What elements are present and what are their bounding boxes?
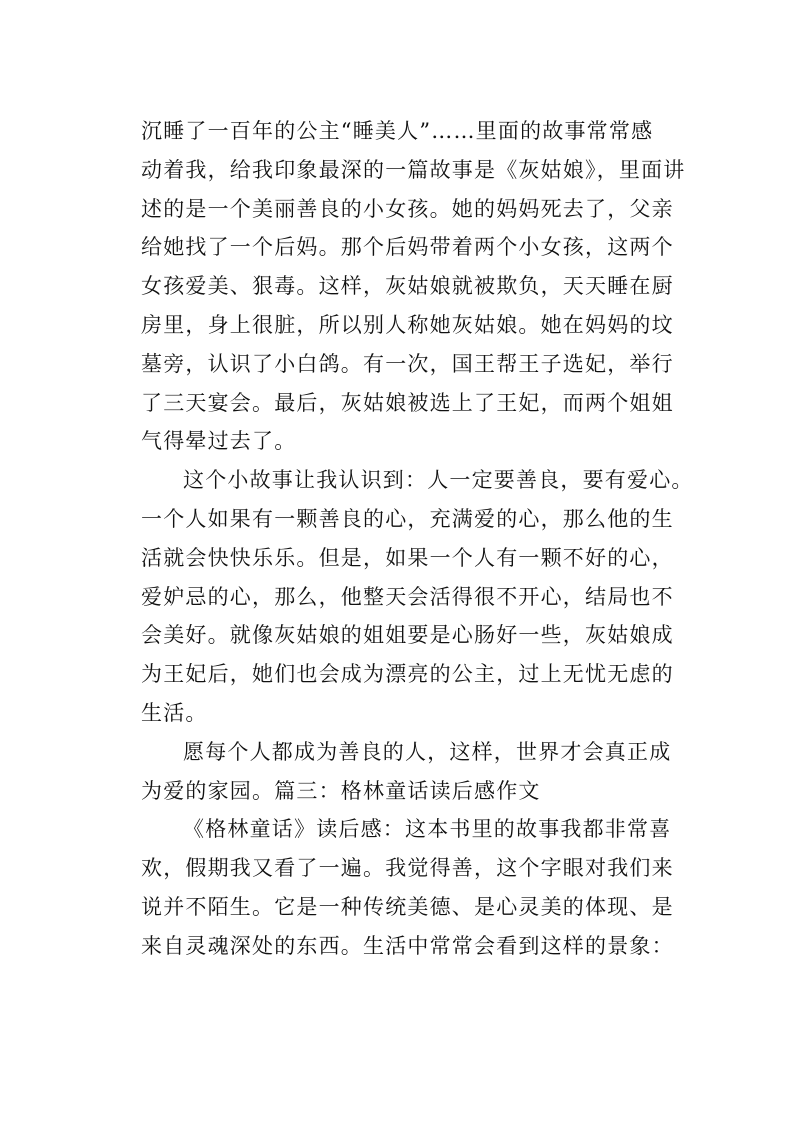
text-line: 这个小故事让我认识到：人一定要善良，要有爱心。 — [183, 468, 694, 493]
text-line: 一个人如果有一颗善良的心，充满爱的心，那么他的生 — [141, 506, 674, 531]
text-line: 给她找了一个后妈。那个后妈带着两个小女孩，这两个 — [141, 235, 674, 260]
text-line: 说并不陌生。它是一种传统美德、是心灵美的体现、是 — [141, 894, 674, 919]
text-line: 生活。 — [141, 700, 208, 725]
body-text — [141, 112, 694, 966]
text-line: 愿每个人都成为善良的人，这样，世界才会真正成 — [183, 739, 672, 764]
text-line: 气得晕过去了。 — [141, 429, 297, 454]
text-line: 述的是一个美丽善良的小女孩。她的妈妈死去了，父亲 — [141, 196, 674, 221]
text-line: 活就会快快乐乐。但是，如果一个人有一颗不好的心， — [141, 545, 674, 570]
text-line: 了三天宴会。最后，灰姑娘被选上了王妃，而两个姐姐 — [141, 390, 674, 415]
text-line: 《格林童话》读后感：这本书里的故事我都非常喜 — [183, 817, 672, 842]
text-line: 爱妒忌的心，那么，他整天会活得很不开心，结局也不 — [141, 584, 674, 609]
text-line: 沉睡了一百年的公主“睡美人”……里面的故事常常感 — [141, 119, 654, 143]
text-line: 动着我，给我印象最深的一篇故事是《灰姑娘》，里面讲 — [141, 157, 686, 182]
text-line: 房里，身上很脏，所以别人称她灰姑娘。她在妈妈的坟 — [141, 312, 674, 337]
text-line: 为王妃后，她们也会成为漂亮的公主，过上无忧无虑的 — [141, 662, 674, 687]
text-line: 来自灵魂深处的东西。生活中常常会看到这样的景象： — [141, 933, 674, 958]
text-line: 为爱的家园。篇三：格林童话读后感作文 — [141, 778, 541, 803]
text-line: 欢，假期我又看了一遍。我觉得善，这个字眼对我们来 — [141, 856, 674, 881]
text-line: 墓旁，认识了小白鸽。有一次，国王帮王子选妃，举行 — [141, 351, 674, 376]
text-line: 女孩爱美、狠毒。这样，灰姑娘就被欺负，天天睡在厨 — [141, 274, 674, 299]
text-line: 会美好。就像灰姑娘的姐姐要是心肠好一些，灰姑娘成 — [141, 623, 674, 648]
